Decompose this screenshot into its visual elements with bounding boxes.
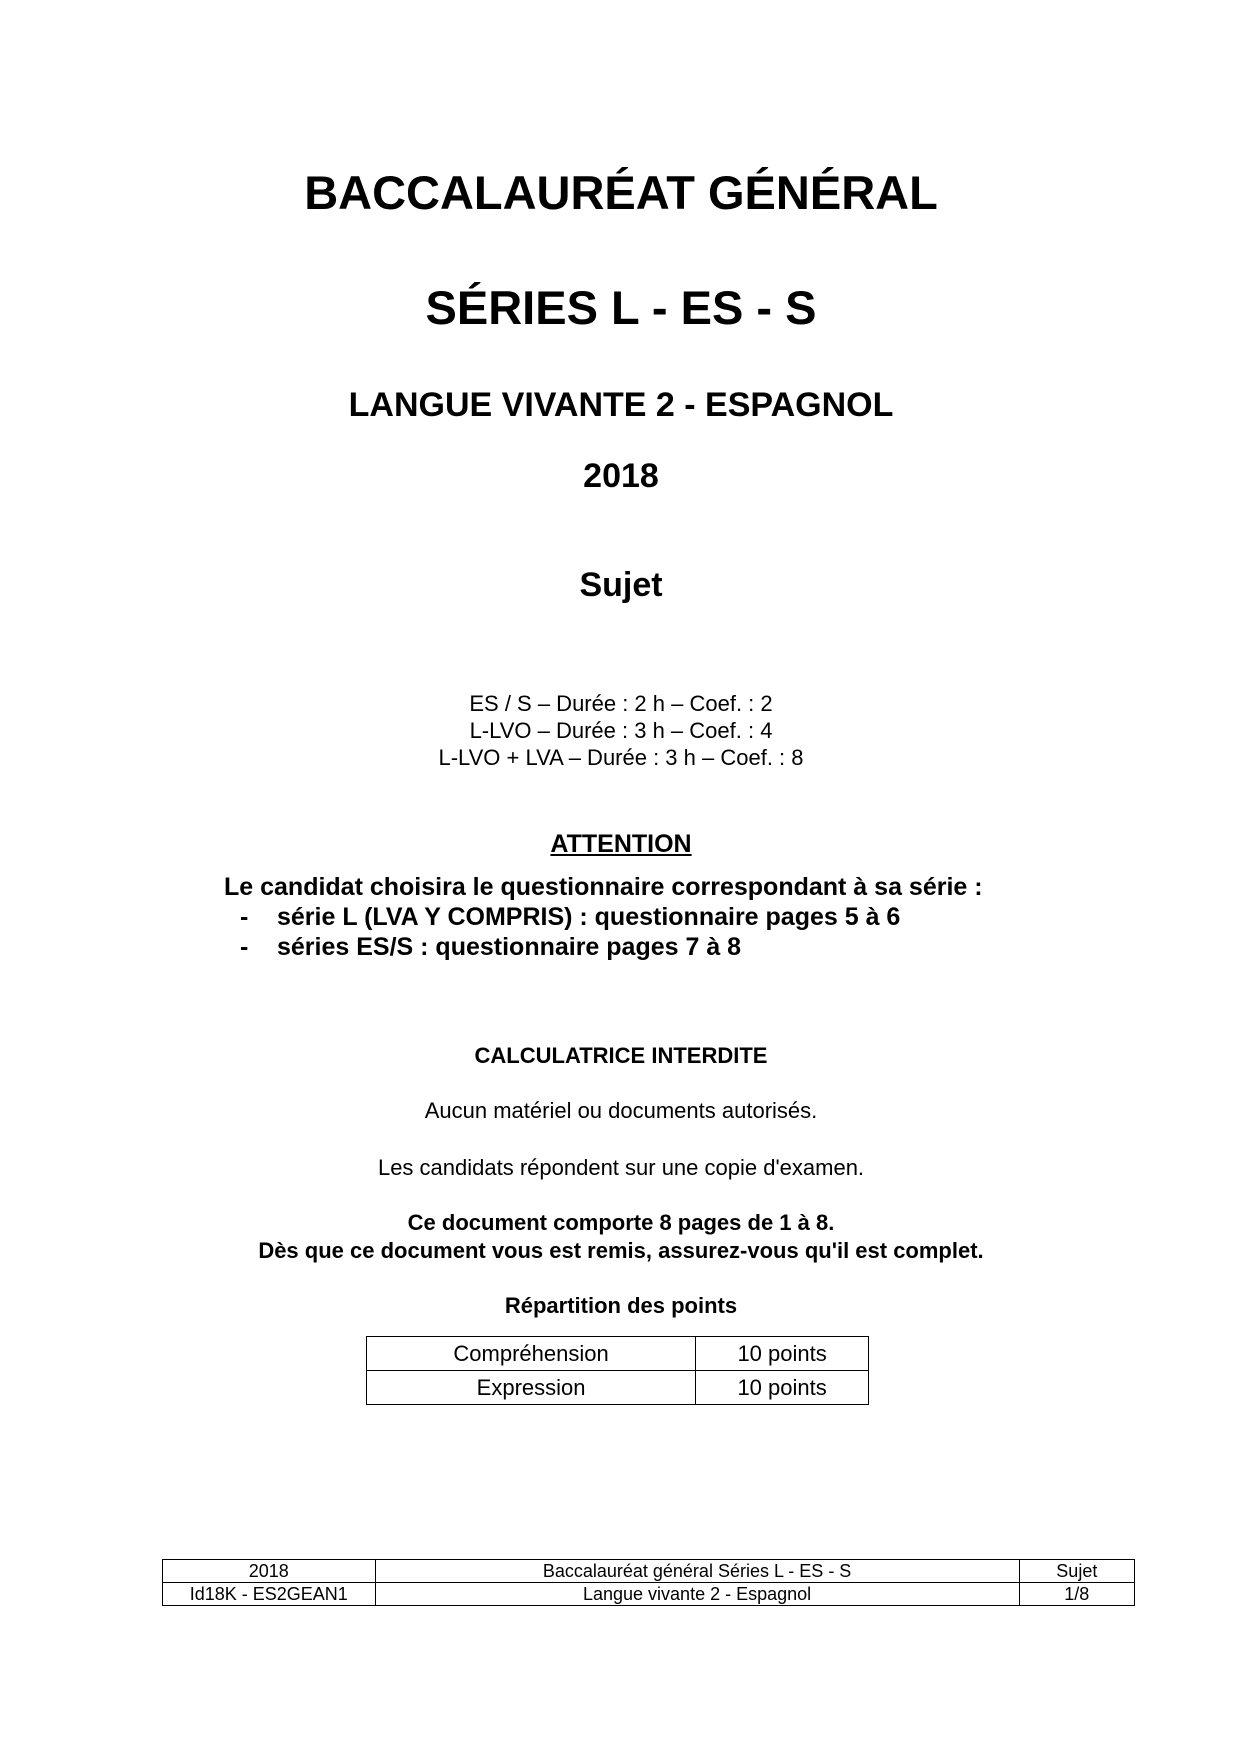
points-label: Compréhension [367,1337,696,1371]
table-row [367,1337,869,1371]
table-row [163,1560,1135,1583]
calculator-notice: CALCULATRICE INTERDITE [474,1043,768,1068]
points-table [366,1336,869,1405]
answers-notice: Les candidats répondent sur une copie d'examen. [377,1155,865,1180]
exam-label: Sujet [579,566,663,604]
duration-l-lvo: L-LVO – Durée : 3 h – Coef. : 4 [469,718,773,743]
exam-title: BACCALAURÉAT GÉNÉRAL [304,166,938,219]
duration-es-s: ES / S – Durée : 2 h – Coef. : 2 [469,691,773,716]
list-item [224,932,983,962]
footer-code: Id18K - ES2GEAN1 [163,1583,376,1606]
page-footer [162,1559,1135,1606]
points-label: Expression [367,1371,696,1405]
points-value: 10 points [696,1371,869,1405]
exam-subject: LANGUE VIVANTE 2 - ESPAGNOL [348,386,894,424]
questionnaire-serie-l: série L (LVA Y COMPRIS) : questionnaire pages 5 à 6 [277,903,901,931]
footer-year: 2018 [163,1560,376,1583]
footer-title: Baccalauréat général Séries L - ES - S [375,1560,1019,1583]
exam-series: SÉRIES L - ES - S [425,281,817,334]
footer-type: Sujet [1019,1560,1134,1583]
questionnaire-instructions [224,872,983,962]
exam-year: 2018 [583,457,659,495]
table-row [163,1583,1135,1606]
questionnaire-series-es-s: séries ES/S : questionnaire pages 7 à 8 [277,933,742,961]
bullet-dash: - [240,933,249,961]
table-row [367,1371,869,1405]
materials-notice: Aucun matériel ou documents autorisés. [424,1098,818,1123]
duration-l-lvo-lva: L-LVO + LVA – Durée : 3 h – Coef. : 8 [438,745,804,770]
completeness-notice: Dès que ce document vous est remis, assurez-vous qu'il est complet. [258,1238,984,1263]
footer-subject: Langue vivante 2 - Espagnol [375,1583,1019,1606]
questionnaire-intro: Le candidat choisira le questionnaire correspondant à sa série : [224,873,983,901]
list-item [224,902,983,932]
page-count-notice: Ce document comporte 8 pages de 1 à 8. [407,1210,835,1235]
bullet-dash: - [240,903,249,931]
attention-heading: ATTENTION [550,830,692,858]
footer-page-number: 1/8 [1019,1583,1134,1606]
points-value: 10 points [696,1337,869,1371]
points-heading: Répartition des points [504,1293,738,1318]
